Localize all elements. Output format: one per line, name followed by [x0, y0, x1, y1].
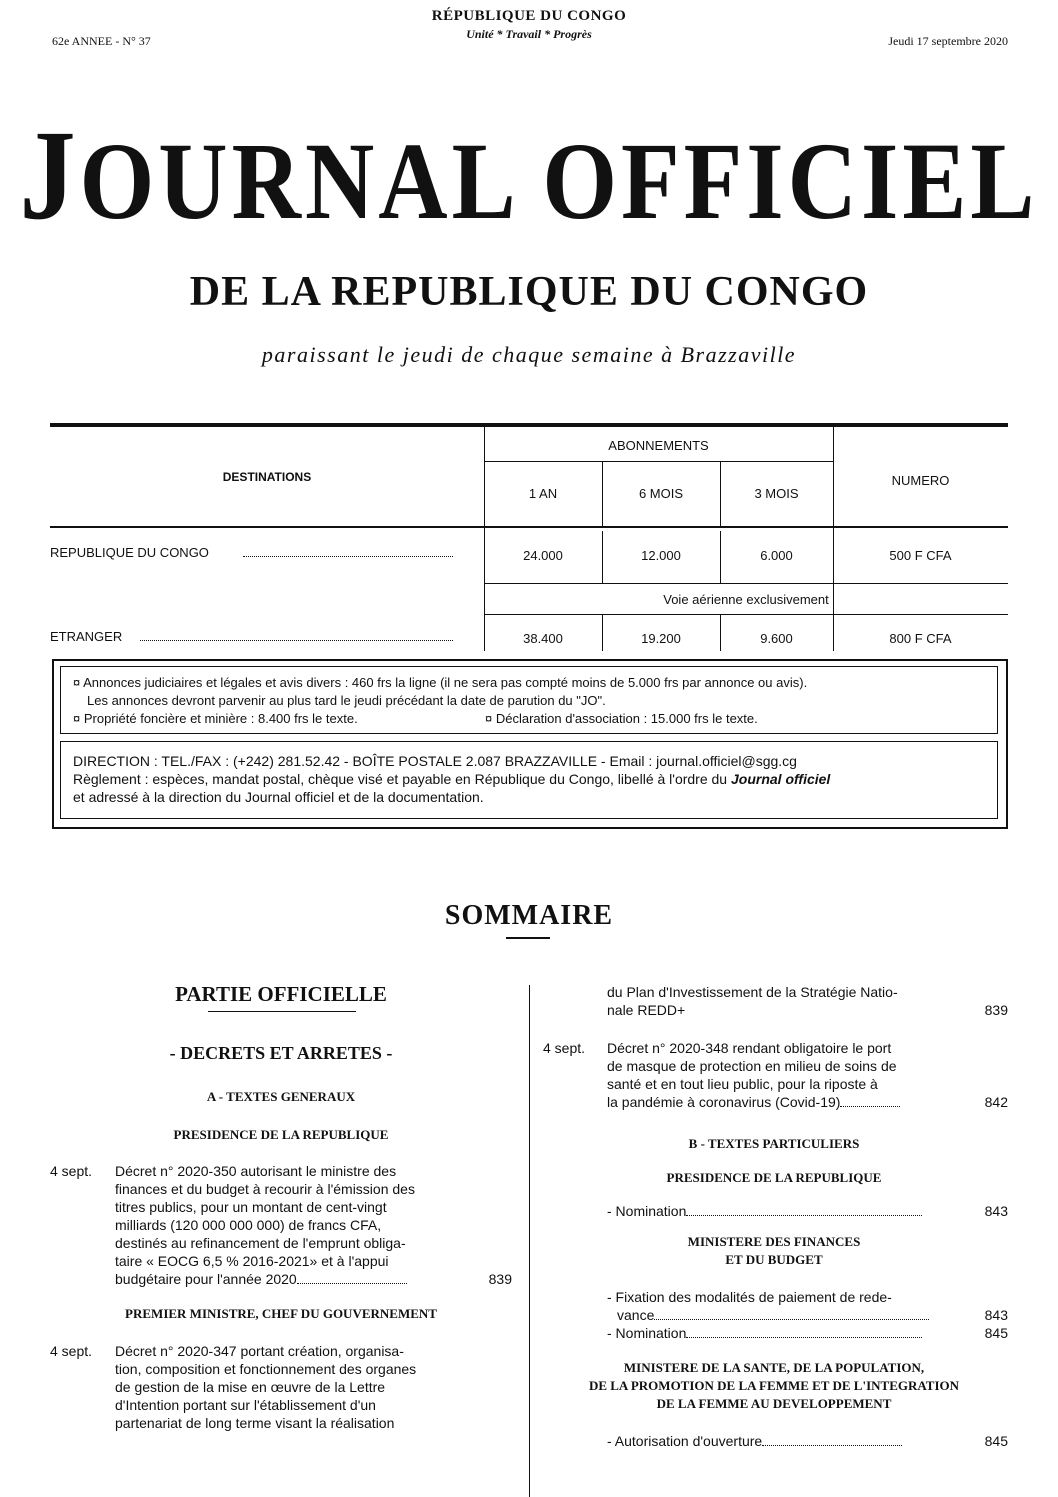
partie-officielle: PARTIE OFFICIELLE: [175, 982, 387, 1006]
textes-particuliers-heading: B - TEXTES PARTICULIERS: [688, 1136, 860, 1151]
dot-leader: [140, 640, 453, 641]
page-number: 839: [488, 1271, 512, 1287]
sommaire-title: SOMMAIRE: [444, 900, 614, 931]
dot-leader: [686, 1215, 922, 1216]
toc-label: - Nomination: [607, 1203, 687, 1219]
entry-line: taire « EOCG 6,5 % 2016-2021» et à l'appui: [115, 1253, 389, 1269]
motto: Unité * Travail * Progrès: [466, 27, 592, 41]
dot-leader: [840, 1106, 900, 1107]
abonnements-header: ABONNEMENTS: [608, 438, 709, 453]
entry-date: 4 sept.: [543, 1040, 586, 1056]
page-number: 845: [984, 1325, 1008, 1341]
entry-line-text: budgétaire pour l'année 2020: [115, 1271, 297, 1287]
notice-line: Les annonces devront parvenir au plus tard le jeudi précédant la date de parution du "JO".: [87, 693, 606, 708]
direction-line: [73, 770, 993, 788]
period-header: 1 AN: [528, 486, 558, 501]
table-top-rule: [50, 423, 1008, 427]
price-cell: 6.000: [760, 548, 793, 563]
ministere-finances-heading: MINISTERE DES FINANCES: [687, 1234, 861, 1249]
toc-line: [607, 1324, 947, 1342]
price-cell: 19.200: [641, 631, 681, 646]
decrets-heading: - DECRETS ET ARRETES -: [169, 1043, 393, 1063]
entry-line: [607, 1001, 952, 1019]
table-divider: [833, 427, 834, 651]
entry-line: d'Intention portant sur l'établissement d'un: [115, 1397, 376, 1413]
toc-line: - Fixation des modalités de paiement de rede-: [607, 1289, 892, 1305]
journal-subtitle: DE LA REPUBLIQUE DU CONGO: [189, 269, 869, 315]
section-rule: [208, 1011, 356, 1012]
entry-line: du Plan d'Investissement de la Stratégie Natio-: [607, 984, 898, 1000]
price-cell: 38.400: [523, 631, 563, 646]
page-number: 843: [984, 1203, 1008, 1219]
entry-line: Décret n° 2020-348 rendant obligatoire le port: [607, 1040, 892, 1056]
presidence-heading: PRESIDENCE DE LA REPUBLIQUE: [666, 1170, 882, 1185]
entry-line: destinés au refinancement de l'emprunt obliga-: [115, 1235, 406, 1251]
table-rule: [484, 614, 1008, 615]
ministere-finances-heading: ET DU BUDGET: [725, 1252, 823, 1267]
direction-line: DIRECTION : TEL./FAX : (+242) 281.52.42 - BOÎTE POSTALE 2.087 BRAZZAVILLE - Email : journal.officiel@sgg.cg: [73, 753, 797, 769]
ministere-sante-heading: DE LA PROMOTION DE LA FEMME ET DE L'INTEGRATION: [588, 1378, 960, 1393]
entry-line: titres publics, pour un montant de cent-vingt: [115, 1199, 387, 1215]
toc-line: [607, 1432, 947, 1450]
sommaire-rule: [506, 937, 550, 939]
entry-date: 4 sept.: [50, 1163, 93, 1179]
entry-text: [115, 1162, 455, 1288]
ministere-sante-heading: DE LA FEMME AU DEVELOPPEMENT: [656, 1396, 892, 1411]
page-number: 845: [984, 1433, 1008, 1449]
entry-line-text: la pandémie à coronavirus (Covid-19): [607, 1094, 841, 1110]
journal-tagline: paraissant le jeudi de chaque semaine à Brazzaville: [261, 342, 797, 367]
dot-leader: [243, 556, 453, 557]
numero-price: 800 F CFA: [889, 631, 952, 646]
direction-text: Règlement : espèces, mandat postal, chèque visé et payable en République du Congo, libellé à l'ordre du: [73, 771, 731, 787]
numero-price: 500 F CFA: [889, 548, 952, 563]
entry-line: Décret n° 2020-347 portant création, organisa-: [115, 1343, 404, 1359]
destinations-header: DESTINATIONS: [222, 470, 312, 484]
column-divider: [529, 985, 530, 1497]
dot-leader: [654, 1319, 929, 1320]
table-rule: [50, 526, 1008, 528]
notice-line: ¤ Propriété foncière et minière : 8.400 frs le texte.: [73, 711, 358, 726]
republic-name: RÉPUBLIQUE DU CONGO: [431, 8, 627, 24]
dot-leader: [762, 1445, 902, 1446]
direction-line: et adressé à la direction du Journal officiel et de la documentation.: [73, 789, 484, 805]
journal-title: [0, 102, 1058, 250]
page-number: 842: [984, 1094, 1008, 1110]
dot-leader: [686, 1337, 922, 1338]
dot-leader: [297, 1283, 407, 1284]
ministere-sante-heading: MINISTERE DE LA SANTE, DE LA POPULATION,: [623, 1360, 925, 1375]
issue-number: 62e ANNEE - N° 37: [52, 34, 151, 48]
entry-line-text: nale REDD+: [607, 1002, 686, 1018]
entry-text: [607, 983, 952, 1019]
toc-line: [617, 1306, 947, 1324]
entry-text: [115, 1342, 455, 1432]
presidence-heading: PRESIDENCE DE LA REPUBLIQUE: [173, 1127, 389, 1142]
period-header: 6 MOIS: [638, 486, 684, 501]
entry-line: partenariat de long terme visant la réalisation: [115, 1415, 395, 1431]
entry-line: finances et du budget à recourir à l'émission des: [115, 1181, 415, 1197]
entry-line: Décret n° 2020-350 autorisant le ministre des: [115, 1163, 397, 1179]
entry-line: [607, 1093, 952, 1111]
destination-label: ETRANGER: [50, 629, 123, 644]
page-number: 839: [984, 1002, 1008, 1018]
entry-line: [115, 1270, 455, 1288]
notice-line: ¤ Déclaration d'association : 15.000 frs le texte.: [485, 711, 758, 726]
notice-line: ¤ Annonces judiciaires et légales et avis divers : 460 frs la ligne (il ne sera pas compté moins de 5.000 frs par annonce ou avis).: [73, 675, 808, 690]
journal-title-rest: OURNAL OFFICIEL: [79, 119, 1039, 243]
toc-label: - Autorisation d'ouverture: [607, 1433, 763, 1449]
entry-line: de gestion de la mise en œuvre de la Lettre: [115, 1379, 386, 1395]
toc-label: vance: [617, 1307, 655, 1323]
period-header: 3 MOIS: [754, 486, 799, 501]
entry-line: tion, composition et fonctionnement des organes: [115, 1361, 417, 1377]
journal-title-initial: J: [19, 104, 80, 247]
issue-date: Jeudi 17 septembre 2020: [888, 34, 1008, 48]
entry-line: santé et en tout lieu public, pour la riposte à: [607, 1076, 878, 1092]
entry-text: [607, 1039, 952, 1111]
page-number: 843: [984, 1307, 1008, 1323]
air-note: Voie aérienne exclusivement: [663, 592, 829, 607]
price-cell: 9.600: [760, 631, 793, 646]
premier-ministre-heading: PREMIER MINISTRE, CHEF DU GOUVERNEMENT: [125, 1306, 437, 1321]
price-cell: 12.000: [641, 548, 681, 563]
journal-officiel-emph: Journal officiel: [731, 771, 831, 787]
table-rule: [484, 583, 1008, 584]
destination-label: REPUBLIQUE DU CONGO: [50, 545, 209, 560]
price-cell: 24.000: [523, 548, 563, 563]
entry-line: de masque de protection en milieu de soins de: [607, 1058, 897, 1074]
toc-line: [607, 1202, 947, 1220]
numero-header: NUMERO: [891, 473, 950, 488]
entry-date: 4 sept.: [50, 1343, 93, 1359]
toc-label: - Nomination: [607, 1325, 687, 1341]
table-rule: [484, 461, 833, 462]
textes-generaux-heading: A - TEXTES GENERAUX: [206, 1089, 356, 1104]
entry-line: milliards (120 000 000 000) de francs CFA,: [115, 1217, 382, 1233]
